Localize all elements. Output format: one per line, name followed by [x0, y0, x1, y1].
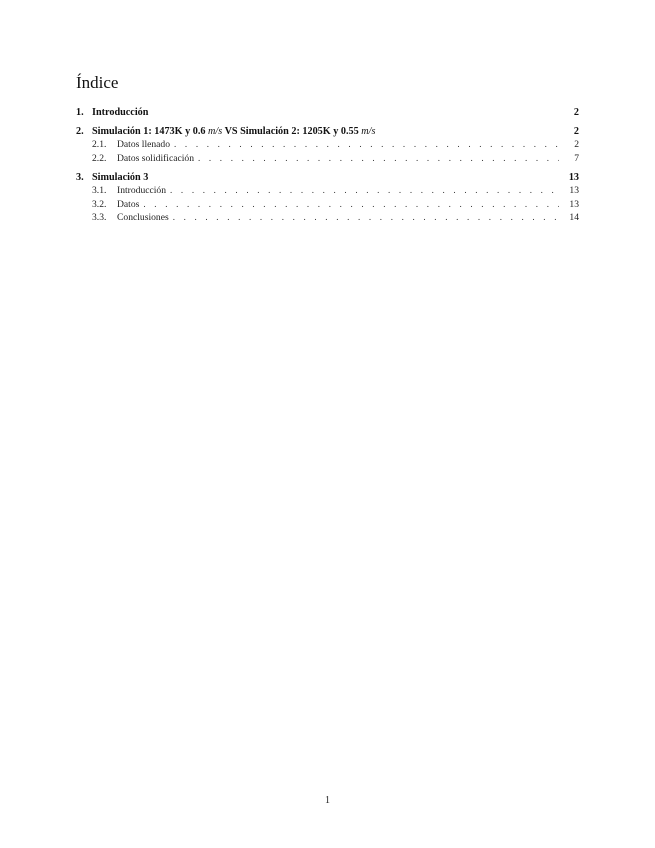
page-number-footer: 1 [325, 795, 330, 806]
subsection-title: Introducción [117, 185, 167, 196]
section-number: 2. [76, 126, 84, 137]
section-title-part: VS Simulación 2: 1205K y 0.55 [222, 126, 362, 137]
subsection-number: 3.1. [92, 185, 107, 196]
dot-leader [170, 184, 559, 197]
subsection-number: 3.2. [92, 198, 107, 210]
toc-subentry[interactable] [76, 184, 579, 198]
toc-subentry[interactable] [76, 138, 579, 152]
toc-section-2 [76, 125, 579, 165]
subsection-title: Datos solidificación [117, 152, 194, 164]
toc-section-1 [76, 106, 579, 119]
section-page-number: 2 [573, 126, 579, 137]
subsection-title: Datos [117, 198, 140, 210]
toc-subentry[interactable] [76, 198, 579, 212]
subsection-page-number: 13 [569, 198, 579, 210]
toc-heading: Índice [76, 73, 119, 92]
dot-leader [174, 138, 559, 151]
section-title: Simulación 3 [92, 172, 149, 183]
subsection-number: 3.3. [92, 212, 107, 223]
subsection-page-number: 13 [569, 185, 579, 196]
section-number: 3. [76, 172, 84, 183]
subsection-number: 2.1. [92, 139, 107, 150]
section-page-number: 2 [573, 107, 579, 118]
toc-subentry[interactable] [76, 211, 579, 225]
section-title [92, 125, 375, 138]
section-title-math: m/s [361, 126, 376, 137]
toc-entry[interactable] [76, 125, 579, 138]
table-of-contents [76, 72, 579, 231]
dot-leader [143, 198, 559, 211]
dot-leader [173, 211, 559, 224]
subsection-number: 2.2. [92, 152, 107, 164]
toc-entry[interactable] [76, 106, 579, 119]
section-title-math: m/s [208, 126, 223, 137]
toc-entry[interactable] [76, 171, 579, 184]
subsection-page-number: 14 [569, 212, 579, 223]
subsection-title: Conclusiones [117, 212, 169, 223]
subsection-title: Datos llenado [117, 139, 171, 150]
dot-leader [198, 152, 559, 165]
section-title-part: Simulación 1: 1473K y 0.6 [92, 126, 209, 137]
toc-subentry[interactable] [76, 152, 579, 166]
toc-section-3 [76, 171, 579, 225]
section-page-number: 13 [568, 172, 579, 183]
section-number: 1. [76, 107, 84, 118]
section-title: Introducción [92, 107, 149, 118]
subsection-page-number: 7 [574, 152, 579, 164]
subsection-page-number: 2 [574, 139, 579, 150]
